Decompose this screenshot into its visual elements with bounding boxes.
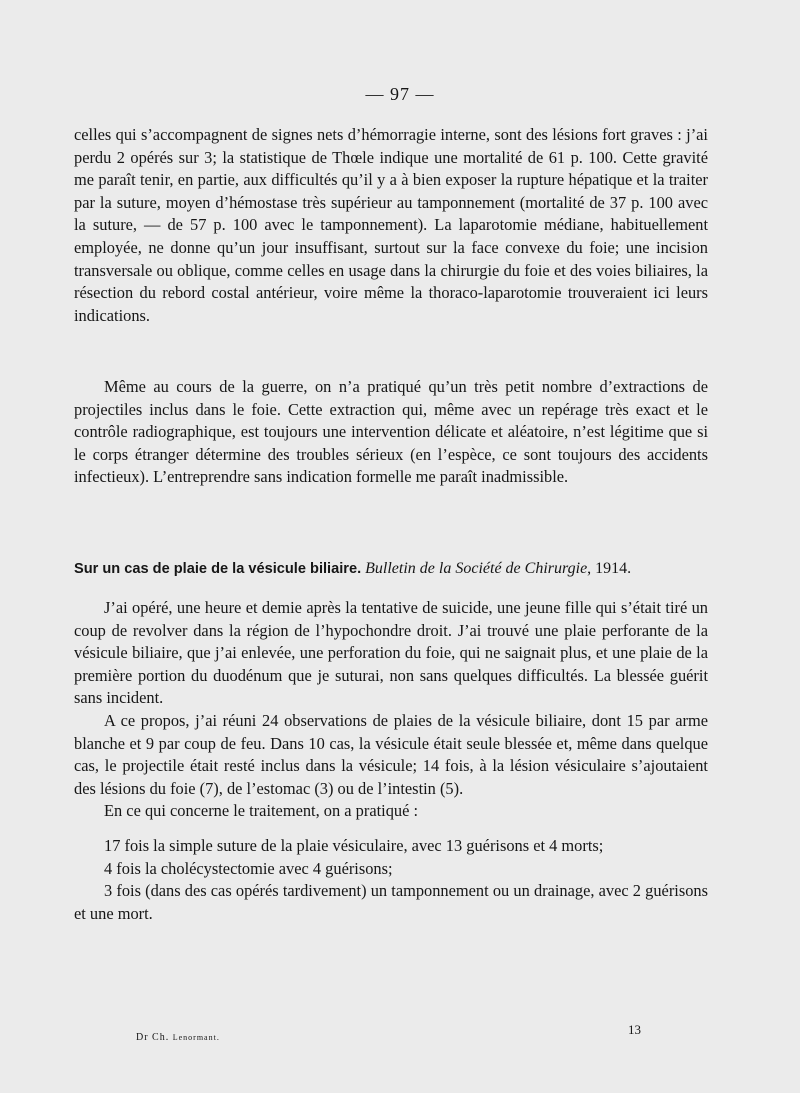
article-title: Sur un cas de plaie de la vésicule biliaire. bbox=[74, 561, 362, 577]
signature-number: 13 bbox=[628, 1022, 641, 1037]
text-block-projectiles bbox=[74, 376, 708, 489]
paragraph: En ce qui concerne le traitement, on a pratiqué : bbox=[104, 801, 419, 821]
treatment-item: 17 fois la simple suture de la plaie vésiculaire, avec 13 guérisons et 4 morts; bbox=[104, 835, 604, 855]
paragraph: celles qui s’accompagnent de signes nets d’hémorragie interne, sont des lésions fort graves : j’ai perdu 2 opérés sur 3; la statistique de Thœle indique une mortalité de 61 p. 100. Cette gravité me paraît tenir, en partie, aux difficultés qu’il y a à bien exposer la rupture hépatique et la traiter par la suture, moyen d’hémostase très supérieur au tamponnement (mortalité de 37 p. 100 avec la suture, — de 57 p. 100 avec le tamponnement). La laparotomie médiane, habituellement employée, ne donne qu’un jour insuffisant, surtout sur la face convexe du foie; une incision transversale ou oblique, comme celles en usage dans la chirurgie du foie et des voies biliaires, la résection du rebord costal antérieur, voire même la thoraco-laparotomie trouveraient ici leurs indications. bbox=[74, 125, 708, 325]
paragraph: J’ai opéré, une heure et demie après la tentative de suicide, une jeune fille qui s’était tiré un coup de revolver dans la région de l’hypochondre droit. J’ai trouvé une plaie perforante de la vésicule biliaire, que j’ai enlevée, une perforation du foie, qui ne saignait plus, et une plaie de la première portion du duodénum que je suturai, non sans quelques difficultés. La blessée guérit sans incident. bbox=[74, 598, 708, 708]
spacer bbox=[74, 823, 708, 835]
article-source: Bulletin de la Société de Chirurgie bbox=[365, 560, 588, 577]
author-prefix: Dr Ch. bbox=[136, 1032, 173, 1043]
article-heading bbox=[74, 558, 714, 580]
paragraph: A ce propos, j’ai réuni 24 observations de plaies de la vésicule biliaire, dont 15 par arme blanche et 9 par coup de feu. Dans 10 cas, la vésicule était seule blessée et, même dans quelque cas, le projectile était resté inclus dans la vésicule; 14 fois, à la lésion vésiculaire s’ajoutaient des lésions du foie (7), de l’estomac (3) ou de l’intestin (5). bbox=[74, 710, 708, 798]
paragraph: Même au cours de la guerre, on n’a pratiqué qu’un très petit nombre d’extractions de projectiles inclus dans le foie. Cette extraction qui, même avec un repérage très exact et le contrôle radiographique, est toujours une intervention délicate et aléatoire, n’est légitime que si le corps étranger détermine des troubles sérieux (en l’espèce, ce sont toujours des accidents infectieux). L’entreprendre sans indication formelle me paraît inadmissible. bbox=[74, 377, 708, 487]
treatment-item: 4 fois la cholécystectomie avec 4 guérisons; bbox=[104, 858, 393, 878]
treatment-item: 3 fois (dans des cas opérés tardivement) un tamponnement ou un drainage, avec 2 guérisons et une mort. bbox=[74, 881, 708, 923]
text-block-gallbladder bbox=[74, 597, 708, 925]
article-year: , 1914. bbox=[587, 560, 632, 577]
author-name: Lenormant. bbox=[172, 1033, 220, 1042]
text-block-liver-wounds bbox=[74, 124, 708, 327]
page-number: — 97 — bbox=[365, 84, 435, 104]
author-footer bbox=[136, 1032, 220, 1043]
